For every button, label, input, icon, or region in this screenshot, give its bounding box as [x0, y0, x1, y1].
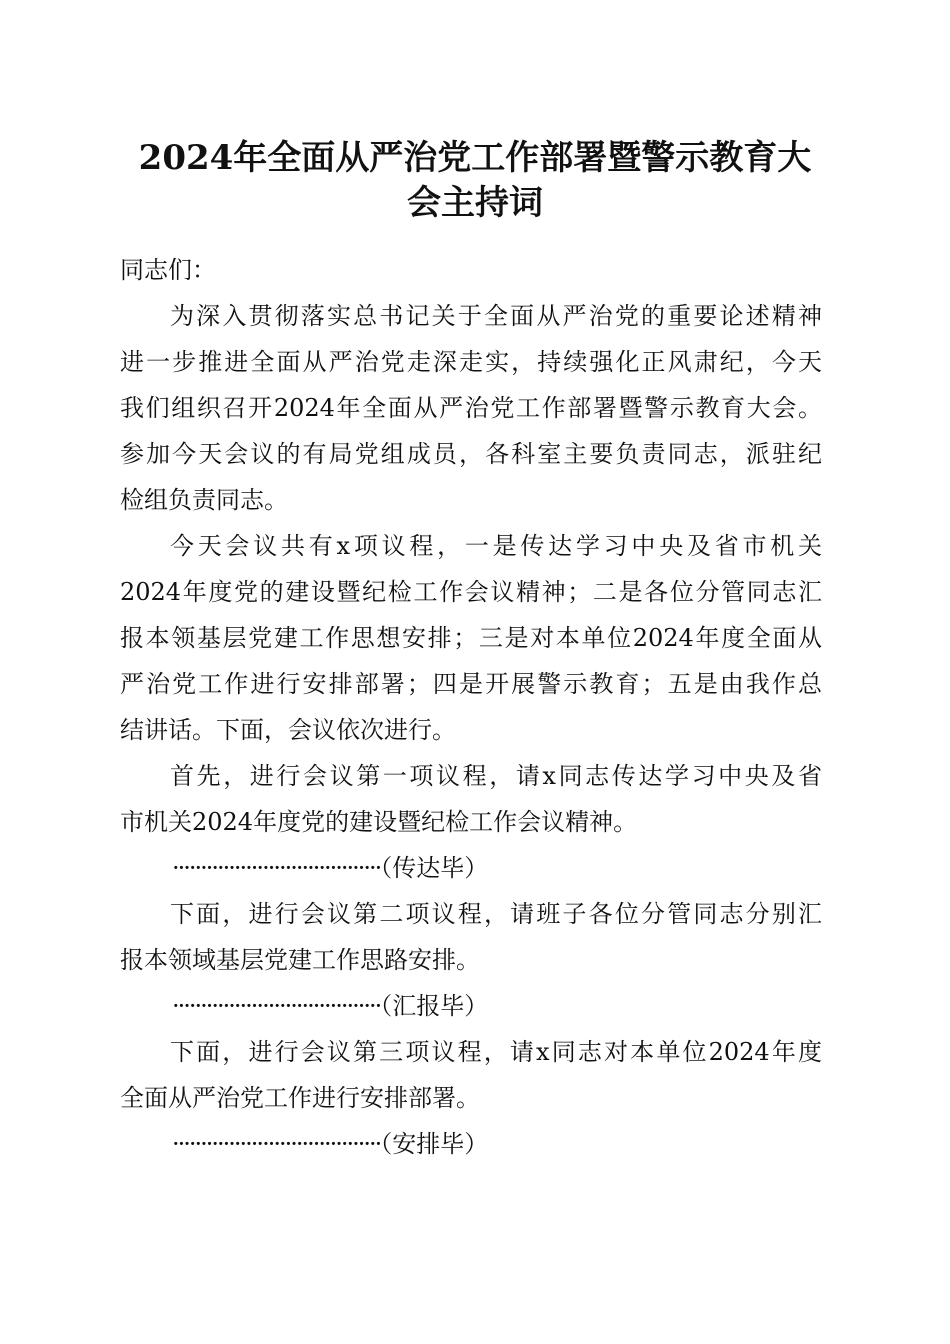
text-line: 我们组织召开2024年全面从严治党工作部署暨警示教育大会。 — [120, 394, 822, 422]
leader-line-2 — [120, 983, 822, 1029]
paragraph-item-2 — [120, 891, 822, 983]
dot-leader: ····································· — [172, 1130, 381, 1158]
paragraph-item-3 — [120, 1029, 822, 1121]
leader-line-1 — [120, 845, 822, 891]
document-body — [120, 247, 822, 1167]
text-line: 进一步推进全面从严治党走深走实，持续强化正风肃纪，今天 — [120, 348, 822, 376]
text-line: 全面从严治党工作进行安排部署。 — [120, 1084, 480, 1112]
text-line: 参加今天会议的有局党组成员，各科室主要负责同志，派驻纪 — [120, 440, 822, 468]
text-line: 报本领域基层党建工作思路安排。 — [120, 946, 480, 974]
paragraph-intro — [120, 293, 822, 523]
dot-leader: ····································· — [172, 992, 381, 1020]
leader-note: （安排毕） — [380, 1130, 489, 1158]
leader-note: （传达毕） — [380, 854, 489, 882]
salutation: 同志们： — [120, 256, 216, 284]
leader-note: （汇报毕） — [380, 992, 489, 1020]
text-line: 为深入贯彻落实总书记关于全面从严治党的重要论述精神 — [170, 302, 822, 330]
text-line: 2024年度党的建设暨纪检工作会议精神；二是各位分管同志汇 — [120, 578, 822, 606]
text-line: 报本领基层党建工作思想安排；三是对本单位2024年度全面从 — [120, 624, 822, 652]
text-line: 今天会议共有x项议程，一是传达学习中央及省市机关 — [170, 532, 822, 560]
dot-leader: ····································· — [172, 854, 381, 882]
leader-line-3 — [120, 1121, 822, 1167]
text-line: 严治党工作进行安排部署；四是开展警示教育；五是由我作总 — [120, 670, 822, 698]
paragraph-agenda — [120, 523, 822, 753]
text-line: 下面，进行会议第二项议程，请班子各位分管同志分别汇 — [170, 900, 822, 928]
title-line-1: 2024年全面从严治党工作部署暨警示教育大 — [138, 138, 812, 178]
document-title — [100, 136, 850, 226]
paragraph-item-1 — [120, 753, 822, 845]
text-line: 首先，进行会议第一项议程，请x同志传达学习中央及省 — [170, 762, 822, 790]
text-line: 下面，进行会议第三项议程，请x同志对本单位2024年度 — [170, 1038, 822, 1066]
text-line: 检组负责同志。 — [120, 486, 288, 514]
title-line-2: 会主持词 — [407, 183, 543, 223]
text-line: 结讲话。下面，会议依次进行。 — [120, 716, 456, 744]
text-line: 市机关2024年度党的建设暨纪检工作会议精神。 — [120, 808, 638, 836]
